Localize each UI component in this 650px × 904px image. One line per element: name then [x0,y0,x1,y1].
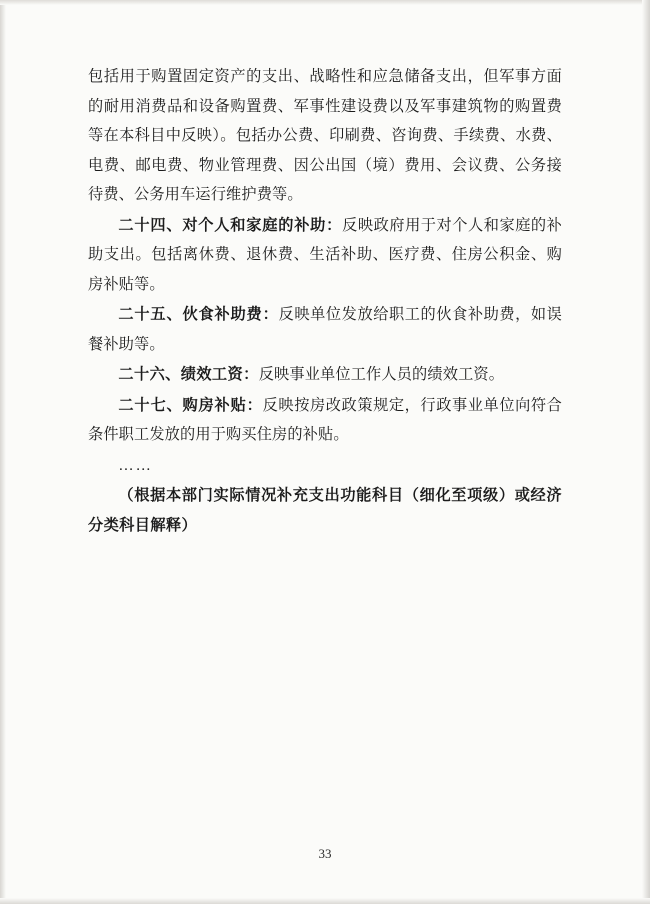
paragraph-closing-note: （根据本部门实际情况补充支出功能科目（细化至项级）或经济分类科目解释） [88,487,562,534]
paragraph-item-26-text: 反映事业单位工作人员的绩效工资。 [258,366,505,383]
paragraph-item-24-label: 二十四、对个人和家庭的补助： [118,216,343,234]
page-number: 33 [318,846,332,861]
paragraph-item-27 [88,391,562,450]
document-body [88,62,562,541]
scan-edge-top [0,0,650,5]
paragraph-item-26-label: 二十六、绩效工资： [118,366,259,383]
paragraph-ellipsis: …… [118,456,153,474]
paragraph-intro-text: 包括用于购置固定资产的支出、战略性和应急储备支出，但军事方面的耐用消费品和设备购置费、军事性建设费以及军事建筑物的购置费等在本科目中反映）。包括办公费、印刷费、咨询费、手续费、水费、电费、邮电费、物业管理费、因公出国（境）费用、会议费、公务接待费、公务用车运行维护费等。 [88,68,562,203]
scan-edge-right [642,0,650,904]
scan-edge-bottom [0,898,650,904]
paragraph-item-25-label: 二十五、伙食补助费： [118,306,279,323]
paragraph-item-27-label: 二十七、购房补贴： [118,396,263,414]
paragraph-item-24-text: 反映政府用于对个人和家庭的补助支出。包括离休费、退休费、生活补助、医疗费、住房公积金、购房补贴等。 [88,216,562,293]
paragraph-item-27-text: 反映按房改政策规定，行政事业单位向符合条件职工发放的用于购买住房的补贴。 [88,396,562,443]
paragraph-item-25 [88,300,562,359]
scan-edge-left [0,0,6,904]
paragraph-item-25-text: 反映单位发放给职工的伙食补助费，如误餐补助等。 [88,306,563,353]
paragraph-item-26 [88,360,562,390]
paragraph-item-24 [88,211,562,300]
paragraph-intro [88,62,562,210]
